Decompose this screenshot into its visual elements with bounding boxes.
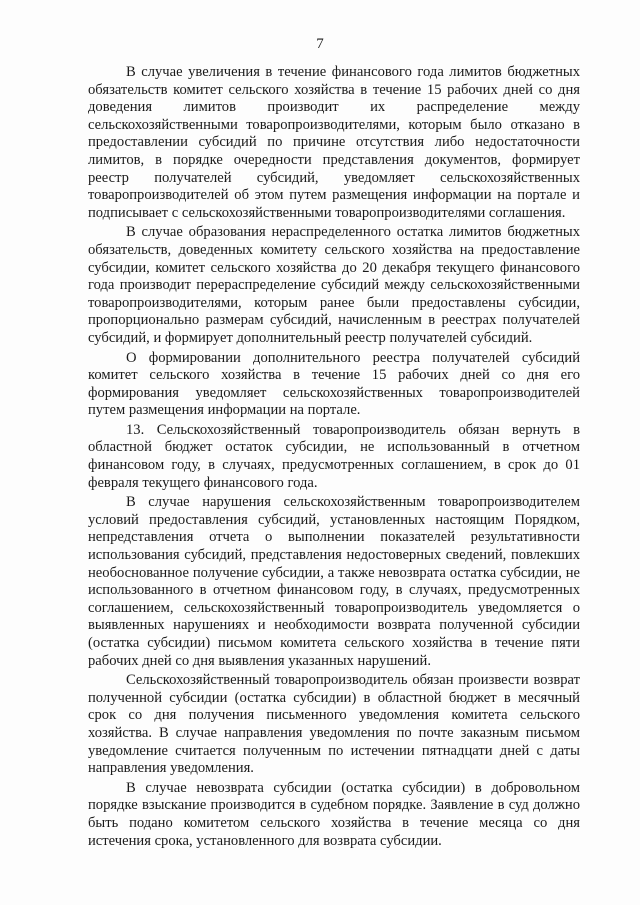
paragraph-violation-notice: В случае нарушения сельскохозяйственным товаропроизводителем условий предоставления субсидий, установленных настоящим Порядком, непредставления отчета о выполнении показателей результативности использования субсидий, представления недостоверных сведений, повлекших необоснованное получение субсидии, а также невозврата остатка субсидии, не использованного в отчетном финансовом году, в случаях, предусмотренных соглашением, сельскохозяйственный товаропроизводитель уведомляется о выявленных нарушениях и необходимости возврата полученной субсидии (остатка субсидии) письмом комитета сельского хозяйства в течение пяти рабочих дней со дня выявления указанных нарушений. (88, 494, 580, 669)
document-body (88, 64, 580, 852)
paragraph-item-13: 13. Сельскохозяйственный товаропроизводитель обязан вернуть в областной бюджет остаток субсидии, не использованный в отчетном финансовом году, в случаях, предусмотренных соглашением, в срок до 01 февраля текущего финансового года. (88, 421, 580, 491)
paragraph-limits-increase: В случае увеличения в течение финансового года лимитов бюджетных обязательств комитет сельского хозяйства в течение 15 рабочих дней со дня доведения лимитов производит их распределение между сельскохозяйственными товаропроизводителями, которым было отказано в предоставлении субсидий по причине отсутствия либо недостаточности лимитов, в порядке очередности представления документов, формирует реестр получателей субсидий, уведомляет сельскохозяйственных товаропроизводителей об этом путем размещения информации на портале и подписывает с сельскохозяйственными товаропроизводителями соглашения. (88, 64, 580, 221)
paragraph-court-recovery: В случае невозврата субсидии (остатка субсидии) в добровольном порядке взыскание производится в судебном порядке. Заявление в суд должно быть подано комитетом сельского хозяйства в течение месяца со дня истечения срока, установленного для возврата субсидии. (88, 779, 580, 849)
paragraph-unallocated-balance: В случае образования нераспределенного остатка лимитов бюджетных обязательств, доведенных комитету сельского хозяйства на предоставление субсидии, комитет сельского хозяйства до 20 декабря текущего финансового года производит перераспределение субсидий между сельскохозяйственными товаропроизводителями, которым ранее были предоставлены субсидии, пропорционально размерам субсидий, начисленным в реестрах получателей субсидий, и формирует дополнительный реестр получателей субсидий. (88, 224, 580, 346)
paragraph-refund-deadline: Сельскохозяйственный товаропроизводитель обязан произвести возврат полученной субсидии (остатка субсидии) в областной бюджет в месячный срок со дня получения письменного уведомления комитета сельского хозяйства. В случае направления уведомления по почте заказным письмом уведомление считается полученным по истечении пятнадцати дней с даты направления уведомления. (88, 672, 580, 777)
page-number: 7 (316, 36, 324, 52)
paragraph-additional-registry: О формировании дополнительного реестра получателей субсидий комитет сельского хозяйства в течение 15 рабочих дней со дня его формирования уведомляет сельскохозяйственных товаропроизводителей путем размещения информации на портале. (88, 349, 580, 419)
